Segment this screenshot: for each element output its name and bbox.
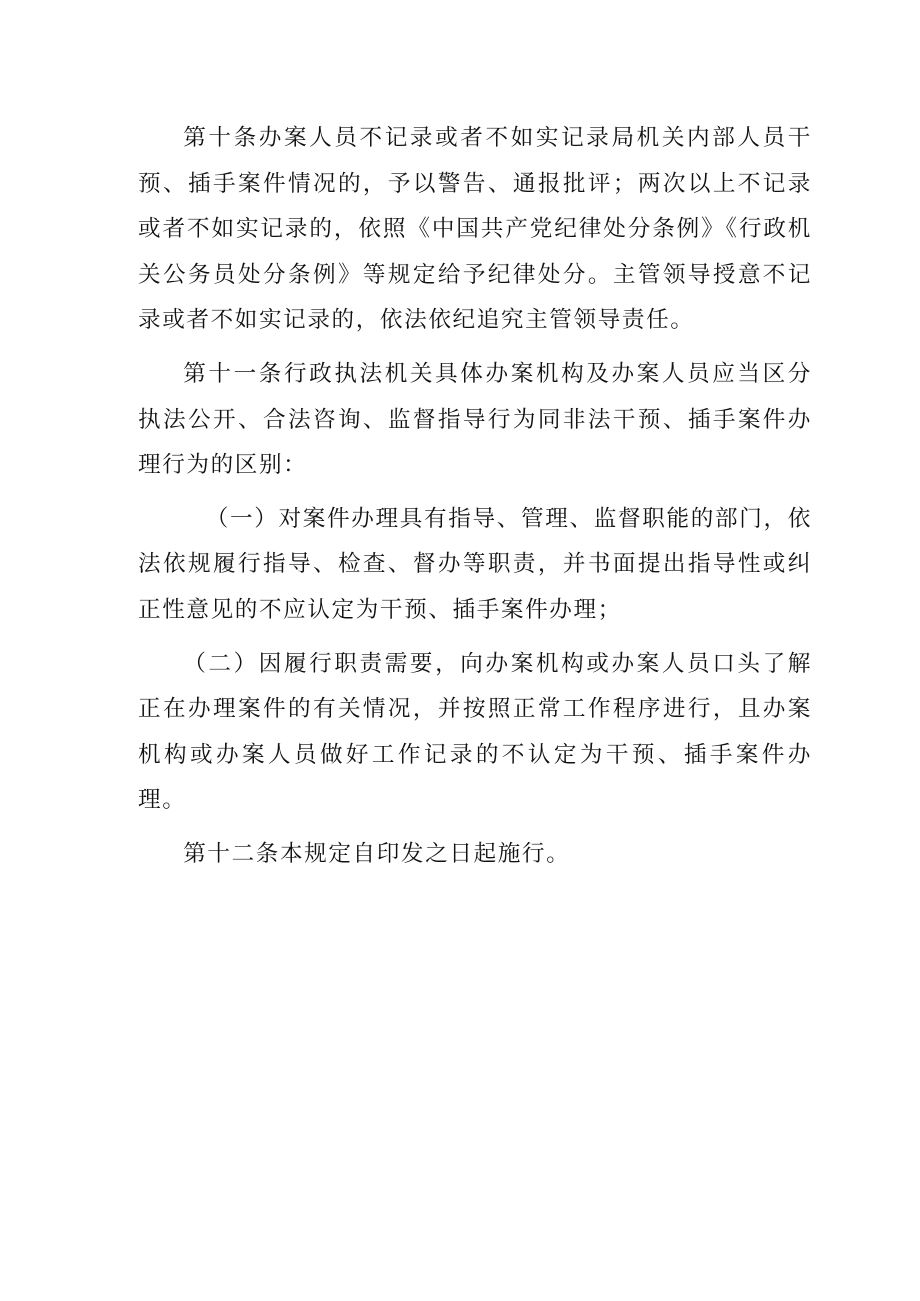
paragraph-article-11: 第十一条行政执法机关具体办案机构及办案人员应当区分执法公开、合法咨询、监督指导行为同非法干预、插手案件办理行为的区别： (138, 360, 812, 479)
paragraph-article-10: 第十条办案人员不记录或者不如实记录局机关内部人员干预、插手案件情况的，予以警告、通报批评；两次以上不记录或者不如实记录的，依照《中国共产党纪律处分条例》《行政机关公务员处分条例》等规定给予纪律处分。主管领导授意不记录或者不如实记录的，依法依纪追究主管领导责任。 (138, 125, 812, 334)
paragraph-article-12: 第十二条本规定自印发之日起施行。 (183, 840, 571, 867)
paragraph-article-11-item-2: （二）因履行职责需要，向办案机构或办案人员口头了解正在办理案件的有关情况，并按照正常工作程序进行，且办案机构或办案人员做好工作记录的不认定为干预、插手案件办理。 (138, 650, 812, 814)
paragraph-article-11-item-1: （一）对案件办理具有指导、管理、监督职能的部门，依法依规履行指导、检查、督办等职责，并书面提出指导性或纠正性意见的不应认定为干预、插手案件办理； (138, 505, 812, 623)
